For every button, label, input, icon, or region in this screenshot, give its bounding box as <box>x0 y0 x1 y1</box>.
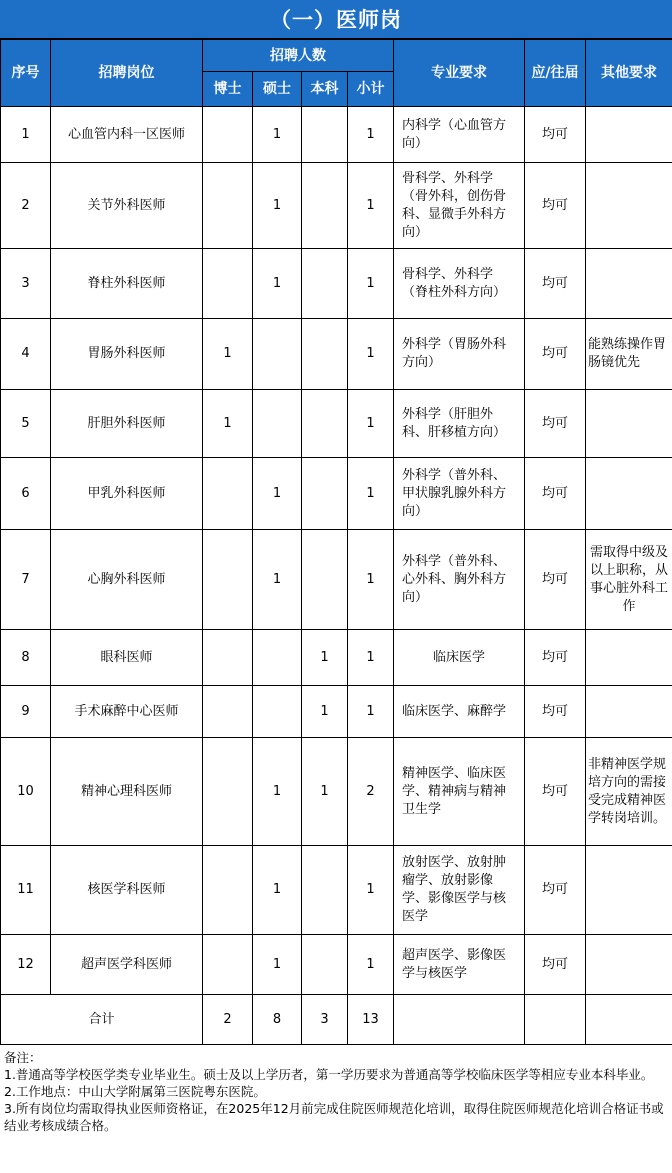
cell-master <box>253 390 302 458</box>
cell-bachelor <box>302 530 348 630</box>
cell-master <box>253 686 302 738</box>
header-other: 其他要求 <box>586 40 672 107</box>
cell-subtotal: 1 <box>348 163 394 249</box>
cell-master: 1 <box>253 846 302 935</box>
cell-master: 1 <box>253 107 302 163</box>
cell-phd <box>203 107 253 163</box>
cell-subtotal: 1 <box>348 319 394 390</box>
cell-graduate: 均可 <box>525 163 586 249</box>
cell-subtotal: 1 <box>348 686 394 738</box>
cell-other <box>586 846 672 935</box>
header-graduate-text: 应/往届 <box>531 65 579 81</box>
cell-phd <box>203 163 253 249</box>
cell-bachelor <box>302 390 348 458</box>
table-row <box>1 107 672 163</box>
cell-bachelor: 1 <box>302 686 348 738</box>
cell-seq: 3 <box>1 249 51 319</box>
cell-phd: 1 <box>203 319 253 390</box>
total-major <box>394 995 525 1045</box>
table-row <box>1 319 672 390</box>
cell-bachelor: 1 <box>302 738 348 846</box>
cell-master <box>253 630 302 686</box>
cell-graduate: 均可 <box>525 390 586 458</box>
cell-other <box>586 163 672 249</box>
note-item: 2.工作地点：中山大学附属第三医院粤东医院。 <box>4 1084 266 1099</box>
cell-graduate: 均可 <box>525 686 586 738</box>
cell-position: 眼科医师 <box>51 630 203 686</box>
cell-phd <box>203 249 253 319</box>
cell-position: 关节外科医师 <box>51 163 203 249</box>
cell-bachelor <box>302 249 348 319</box>
header-bachelor: 本科 <box>302 72 348 107</box>
cell-master: 1 <box>253 530 302 630</box>
notes-heading: 备注： <box>4 1050 42 1065</box>
cell-bachelor: 1 <box>302 630 348 686</box>
cell-phd <box>203 530 253 630</box>
cell-seq: 4 <box>1 319 51 390</box>
cell-other: 需取得中级及以上职称，从事心脏外科工作 <box>586 530 672 630</box>
cell-major: 外科学（普外科、心外科、胸外科方向） <box>394 530 525 630</box>
cell-position: 甲乳外科医师 <box>51 458 203 530</box>
header-major: 专业要求 <box>394 40 525 107</box>
cell-major: 临床医学 <box>394 630 525 686</box>
cell-subtotal: 1 <box>348 107 394 163</box>
cell-bachelor <box>302 319 348 390</box>
notes-section <box>0 1045 672 1134</box>
cell-major: 外科学（胃肠外科方向） <box>394 319 525 390</box>
header-master: 硕士 <box>253 72 302 107</box>
cell-master: 1 <box>253 163 302 249</box>
cell-phd <box>203 630 253 686</box>
cell-subtotal: 1 <box>348 458 394 530</box>
cell-bachelor <box>302 458 348 530</box>
cell-seq: 8 <box>1 630 51 686</box>
cell-graduate: 均可 <box>525 249 586 319</box>
cell-master: 1 <box>253 738 302 846</box>
cell-phd <box>203 935 253 995</box>
cell-major: 精神医学、临床医学、精神病与精神卫生学 <box>394 738 525 846</box>
cell-graduate: 均可 <box>525 846 586 935</box>
cell-position: 手术麻醉中心医师 <box>51 686 203 738</box>
total-bachelor: 3 <box>302 995 348 1045</box>
cell-subtotal: 1 <box>348 390 394 458</box>
cell-subtotal: 2 <box>348 738 394 846</box>
header-count-group: 招聘人数 <box>203 40 394 72</box>
cell-subtotal: 1 <box>348 846 394 935</box>
total-row <box>1 995 672 1045</box>
cell-bachelor <box>302 107 348 163</box>
cell-graduate: 均可 <box>525 458 586 530</box>
cell-graduate: 均可 <box>525 530 586 630</box>
cell-master: 1 <box>253 249 302 319</box>
cell-position: 肝胆外科医师 <box>51 390 203 458</box>
cell-master: 1 <box>253 458 302 530</box>
cell-major: 临床医学、麻醉学 <box>394 686 525 738</box>
table-row <box>1 846 672 935</box>
header-graduate <box>525 40 586 107</box>
total-master: 8 <box>253 995 302 1045</box>
cell-major: 骨科学、外科学（骨外科，创伤骨科、显微手外科方向） <box>394 163 525 249</box>
cell-phd <box>203 686 253 738</box>
cell-subtotal: 1 <box>348 630 394 686</box>
total-phd: 2 <box>203 995 253 1045</box>
cell-seq: 7 <box>1 530 51 630</box>
note-item: 1.普通高等学校医学类专业毕业生。硕士及以上学历者，第一学历要求为普通高等学校临床医学等相应专业本科毕业。 <box>4 1067 654 1082</box>
cell-seq: 9 <box>1 686 51 738</box>
cell-phd <box>203 458 253 530</box>
total-subtotal: 13 <box>348 995 394 1045</box>
table-row <box>1 686 672 738</box>
cell-major: 外科学（普外科、甲状腺乳腺外科方向） <box>394 458 525 530</box>
cell-seq: 5 <box>1 390 51 458</box>
cell-major: 放射医学、放射肿瘤学、放射影像学、影像医学与核医学 <box>394 846 525 935</box>
cell-seq: 11 <box>1 846 51 935</box>
cell-other <box>586 249 672 319</box>
header-seq: 序号 <box>1 40 51 107</box>
cell-subtotal: 1 <box>348 249 394 319</box>
cell-other: 非精神医学规培方向的需接受完成精神医学转岗培训。 <box>586 738 672 846</box>
cell-position: 心血管内科一区医师 <box>51 107 203 163</box>
table-row <box>1 630 672 686</box>
table-row <box>1 738 672 846</box>
cell-subtotal: 1 <box>348 935 394 995</box>
cell-position: 脊柱外科医师 <box>51 249 203 319</box>
cell-graduate: 均可 <box>525 738 586 846</box>
cell-position: 精神心理科医师 <box>51 738 203 846</box>
cell-graduate: 均可 <box>525 935 586 995</box>
cell-major: 外科学（肝胆外科、肝移植方向） <box>394 390 525 458</box>
table-row <box>1 458 672 530</box>
header-phd: 博士 <box>203 72 253 107</box>
note-item: 3.所有岗位均需取得执业医师资格证，在2025年12月前完成住院医师规范化培训，取得住院医师规范化培训合格证书或结业考核成绩合格。 <box>4 1101 664 1133</box>
cell-major: 骨科学、外科学（脊柱外科方向） <box>394 249 525 319</box>
cell-subtotal: 1 <box>348 530 394 630</box>
table-row <box>1 935 672 995</box>
cell-seq: 12 <box>1 935 51 995</box>
cell-bachelor <box>302 846 348 935</box>
cell-other <box>586 458 672 530</box>
cell-phd <box>203 738 253 846</box>
section-title: （一）医师岗 <box>0 0 672 39</box>
cell-other <box>586 630 672 686</box>
total-graduate <box>525 995 586 1045</box>
cell-seq: 6 <box>1 458 51 530</box>
cell-graduate: 均可 <box>525 319 586 390</box>
table-row <box>1 163 672 249</box>
table-row <box>1 530 672 630</box>
cell-master: 1 <box>253 935 302 995</box>
cell-master <box>253 319 302 390</box>
cell-graduate: 均可 <box>525 630 586 686</box>
cell-position: 心胸外科医师 <box>51 530 203 630</box>
cell-seq: 10 <box>1 738 51 846</box>
recruitment-table <box>0 39 672 1045</box>
header-subtotal: 小计 <box>348 72 394 107</box>
cell-graduate: 均可 <box>525 107 586 163</box>
total-label: 合计 <box>1 995 203 1045</box>
cell-bachelor <box>302 935 348 995</box>
header-position: 招聘岗位 <box>51 40 203 107</box>
cell-other: 能熟练操作胃肠镜优先 <box>586 319 672 390</box>
cell-phd: 1 <box>203 390 253 458</box>
cell-phd <box>203 846 253 935</box>
cell-position: 超声医学科医师 <box>51 935 203 995</box>
cell-major: 内科学（心血管方向） <box>394 107 525 163</box>
cell-other <box>586 390 672 458</box>
cell-other <box>586 686 672 738</box>
cell-seq: 1 <box>1 107 51 163</box>
table-row <box>1 249 672 319</box>
cell-major: 超声医学、影像医学与核医学 <box>394 935 525 995</box>
cell-seq: 2 <box>1 163 51 249</box>
cell-position: 核医学科医师 <box>51 846 203 935</box>
cell-bachelor <box>302 163 348 249</box>
total-other <box>586 995 672 1045</box>
cell-other <box>586 107 672 163</box>
cell-position: 胃肠外科医师 <box>51 319 203 390</box>
table-row <box>1 390 672 458</box>
cell-other <box>586 935 672 995</box>
